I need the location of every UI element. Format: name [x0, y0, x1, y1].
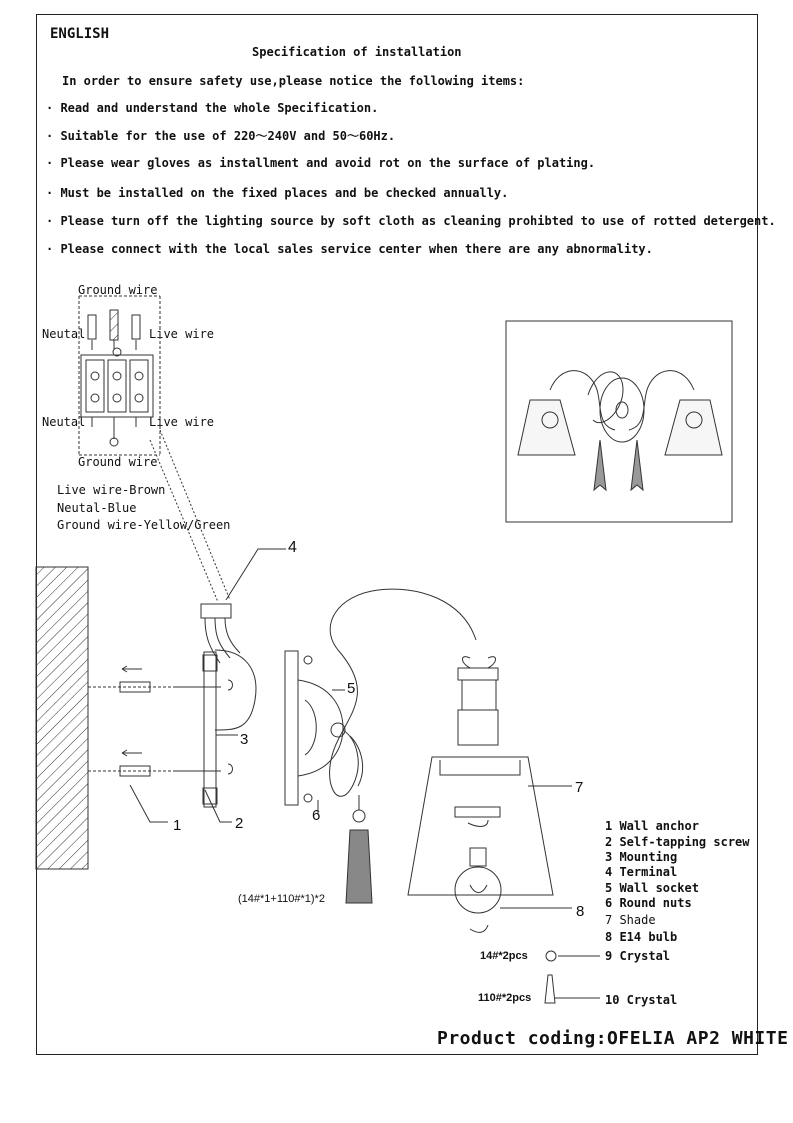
part-10: 10 Crystal — [605, 993, 678, 1007]
bullet-item: · Read and understand the whole Specification. — [46, 101, 379, 115]
terminal-4-drawing — [201, 549, 286, 663]
wall-hatching — [36, 567, 88, 869]
callout-3: 3 — [240, 731, 249, 748]
ground-wire-label-top: Ground wire — [78, 283, 158, 297]
callout-6: 6 — [312, 807, 321, 824]
language-label: ENGLISH — [50, 26, 110, 42]
part-1: 1 Wall anchor — [605, 819, 699, 833]
callout-1: 1 — [173, 817, 182, 834]
crystal-9-qty: 14#*2pcs — [480, 950, 528, 962]
neutral-label-bottom: Neutal — [42, 415, 86, 429]
callout-4: 4 — [288, 539, 297, 556]
callout-2: 2 — [235, 815, 244, 832]
part-4: 4 Terminal — [605, 865, 678, 879]
part-3: 3 Mounting — [605, 850, 678, 864]
callout-8: 8 — [576, 903, 585, 920]
lamp-shade — [408, 757, 572, 895]
bullet-item: · Must be installed on the fixed places and be checked annually. — [46, 186, 509, 200]
bullet-item: · Please turn off the lighting source by soft cloth as cleaning prohibted to use of rotted detergent. — [46, 214, 776, 228]
part-5: 5 Wall socket — [605, 881, 699, 895]
callout-5: 5 — [347, 680, 356, 697]
tassel-drawing — [346, 795, 372, 903]
wall-socket-drawing — [285, 651, 345, 815]
bullet-item: · Suitable for the use of 220～240V and 50～60Hz. — [46, 129, 396, 143]
bullet-item: · Please wear gloves as installment and avoid rot on the surface of plating. — [46, 156, 596, 170]
wire-color-neutral: Neutal-Blue — [57, 501, 137, 515]
part-6: 6 Round nuts — [605, 896, 692, 910]
round-nut-drawing — [455, 807, 500, 826]
intro-text: In order to ensure safety use,please notice the following items: — [62, 74, 525, 88]
e14-bulb-drawing — [455, 848, 572, 932]
terminal-block-drawing — [79, 296, 230, 602]
ground-wire-label-bottom: Ground wire — [78, 455, 158, 469]
neutral-label-top: Neutal — [42, 327, 86, 341]
anchors-screws — [88, 666, 233, 822]
lamp-arm — [330, 589, 476, 796]
tassel-note: (14#*1+110#*1)*2 — [238, 893, 325, 905]
wire-color-ground: Ground wire-Yellow/Green — [57, 518, 231, 532]
live-wire-label-top: Live wire — [149, 327, 215, 341]
crystal-10-qty: 110#*2pcs — [478, 992, 532, 1004]
page-title: Specification of installation — [252, 45, 462, 59]
bullet-item: · Please connect with the local sales service center when there are any abnormality. — [46, 242, 653, 256]
part-7: 7 Shade — [605, 913, 656, 927]
product-coding: Product coding:OFELIA AP2 WHITE — [437, 1028, 789, 1049]
mounting-bracket — [203, 650, 256, 807]
part-9: 9 Crystal — [605, 949, 671, 963]
wire-color-live: Live wire-Brown — [57, 483, 166, 497]
live-wire-label-bottom: Live wire — [149, 415, 215, 429]
part-8: 8 E14 bulb — [605, 930, 678, 944]
callout-7: 7 — [575, 779, 584, 796]
product-preview-box — [506, 321, 732, 522]
lamp-holder — [458, 657, 498, 745]
crystal-icons — [545, 951, 600, 1003]
part-2: 2 Self-tapping screw — [605, 835, 750, 849]
